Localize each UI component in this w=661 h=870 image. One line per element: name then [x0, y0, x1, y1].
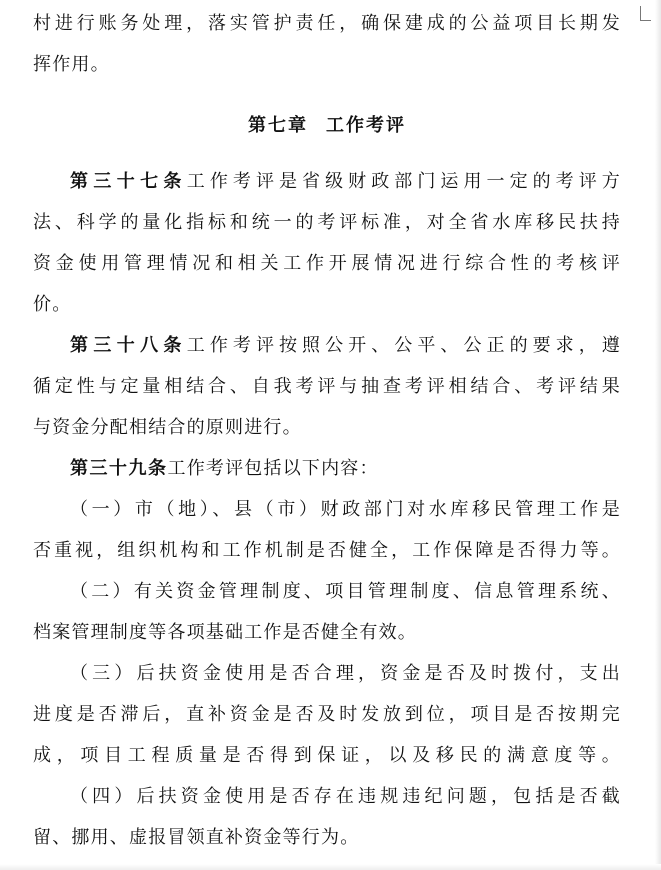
item-line: （二）有关资金管理制度、项目管理制度、信息管理系统、	[70, 581, 621, 602]
item-line: 留、挪用、虚报冒领直补资金等行为。	[33, 827, 360, 848]
article-label: 第三十七条	[70, 171, 187, 192]
continued-paragraph-line: 挥作用。	[33, 54, 110, 75]
article-label: 第三十九条	[70, 458, 168, 479]
article-line	[33, 325, 621, 366]
continued-paragraph-line: 村进行账务处理，落实管护责任，确保建成的公益项目长期发	[33, 13, 621, 34]
item-line: （三）后扶资金使用是否合理，资金是否及时拨付，支出	[70, 663, 621, 684]
item-line: （四）后扶资金使用是否存在违规违纪问题，包括是否截	[70, 786, 621, 807]
article-line: 价。	[33, 294, 72, 315]
chapter-number: 第七章	[248, 115, 308, 136]
paragraph-spacer	[33, 85, 621, 105]
article-line: 与资金分配相结合的原则进行。	[33, 417, 302, 438]
page-corner-mark	[640, 6, 651, 21]
article-label: 第三十八条	[70, 335, 187, 356]
item-line: 否重视，组织机构和工作机制是否健全，工作保障是否得力等。	[33, 540, 621, 561]
article-line: 资金使用管理情况和相关工作开展情况进行综合性的考核评	[33, 253, 621, 274]
article-line	[33, 448, 621, 489]
paragraph-spacer	[33, 147, 621, 161]
item-line: 档案管理制度等各项基础工作是否健全有效。	[33, 622, 417, 643]
page-bottom-shadow	[0, 864, 661, 870]
article-line: 循定性与定量相结合、自我考评与抽查考评相结合、考评结果	[33, 376, 621, 397]
article-line: 法、科学的量化指标和统一的考评标准，对全省水库移民扶持	[33, 212, 621, 233]
document-content	[33, 3, 621, 858]
item-line: （一）市（地）、县（市）财政部门对水库移民管理工作是	[70, 499, 621, 520]
article-line-text: 工作考评是省级财政部门运用一定的考评方	[186, 171, 621, 192]
chapter-heading	[33, 105, 621, 147]
article-line-text: 工作考评按照公开、公平、公正的要求，遵	[186, 335, 621, 356]
article-line	[33, 161, 621, 202]
article-line-text: 工作考评包括以下内容：	[167, 458, 379, 479]
item-line: 成，项目工程质量是否得到保证，以及移民的满意度等。	[33, 745, 621, 766]
page-right-shadow	[655, 0, 661, 870]
item-line: 进度是否滞后，直补资金是否及时发放到位，项目是否按期完	[33, 704, 621, 725]
chapter-name: 工作考评	[326, 115, 406, 136]
